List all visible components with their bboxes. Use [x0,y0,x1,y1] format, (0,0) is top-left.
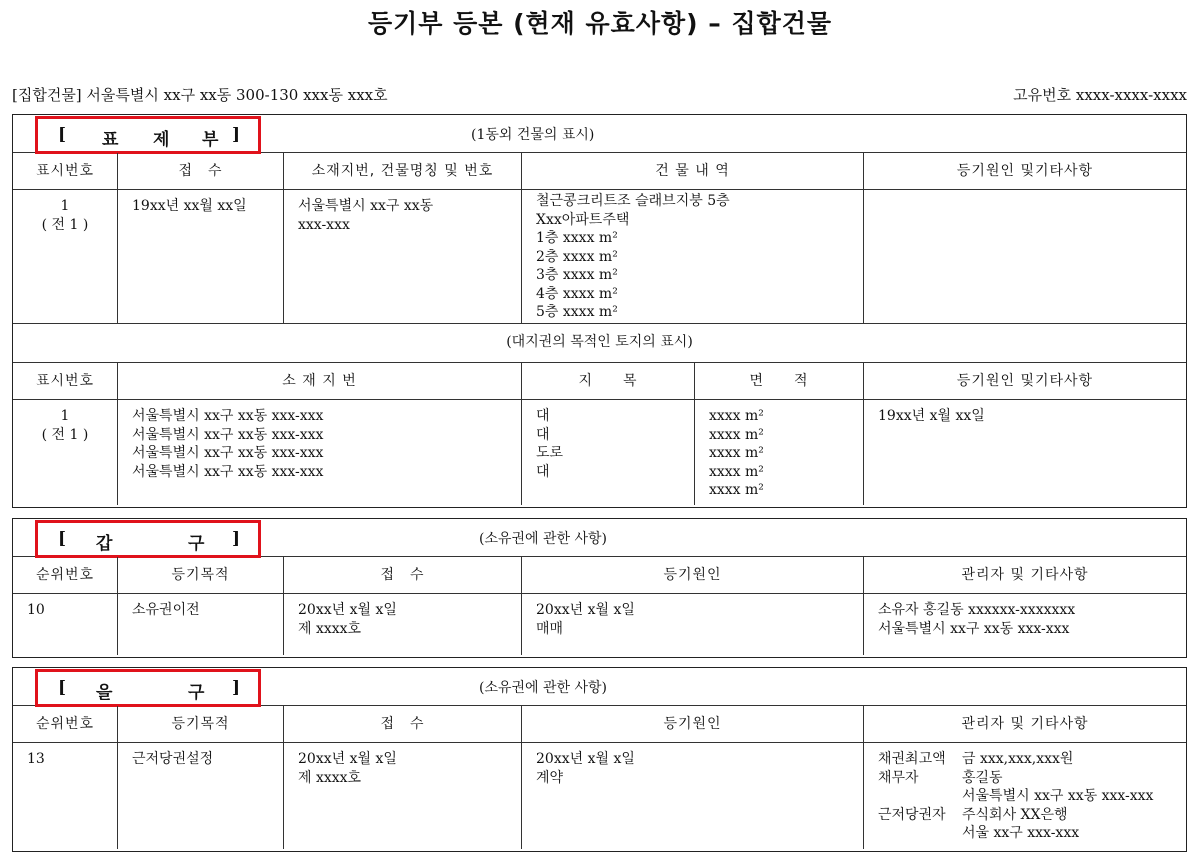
label-char: 을 [96,683,113,703]
label-char: 부 [202,130,219,150]
gapgu-section [12,518,1187,658]
land-location: 서울특별시 xx구 xx동 xxx-xxx [132,408,324,424]
label-bracket-open: [ [58,678,67,698]
land-cause-cell [864,400,1186,505]
owner-notes-cell [864,594,1186,655]
column-header: 등기원인 [522,557,864,593]
mortgage-note [878,750,1178,769]
column-header: 순위번호 [13,557,118,593]
building-detail: 2층 xxxx m² [536,248,618,265]
gapgu-row [13,594,1186,655]
label-bracket-open: [ [58,529,67,549]
reception-cell [284,594,522,655]
reception-date: 20xx년 x월 x일 [298,751,397,767]
column-header: 등기원인 및기타사항 [956,373,1094,389]
eulgu-row [13,743,1186,849]
registration-purpose: 소유권이전 [118,594,284,655]
owner-line: 소유자 홍길동 xxxxxx-xxxxxxx [878,602,1076,618]
display-number: 1 [60,198,70,214]
note-value: 서울 xx구 xxx-xxx [962,825,1080,841]
mortgage-note [878,787,1178,806]
column-header: 표시번호 [13,363,118,399]
reception-cell [284,743,522,849]
gapgu-label [35,520,261,558]
cause-date: 20xx년 x월 x일 [536,602,635,618]
column-header: 등기원인 및기타사항 [956,163,1094,179]
document-title: 등기부 등본 (현재 유효사항) – 집합건물 [367,9,833,38]
gapgu-column-header [13,557,1186,594]
rank-number: 13 [13,743,118,849]
building-detail: 철근콩크리트조 슬래브지붕 5층 [536,193,730,209]
column-header: 소 재 지 번 [118,363,522,399]
column-header: 등기원인 [522,706,864,742]
building-detail: Xxx아파트주택 [536,211,630,228]
column-header: 소재지번, 건물명칭 및 번호 [284,153,522,189]
column-header: 관리자 및 기타사항 [961,567,1089,583]
column-header: 지 목 [522,363,695,399]
unique-number: 고유번호 xxxx-xxxx-xxxx [1013,86,1187,104]
land-category-cell [522,400,695,505]
gapgu-header [13,519,1186,557]
label-bracket-close: ] [231,125,240,145]
column-header: 접 수 [284,557,522,593]
display-number-cell [13,190,118,323]
cause-type: 계약 [536,769,564,786]
land-category: 대 [536,463,550,480]
mortgage-note [878,806,1178,825]
registration-purpose: 근저당권설정 [118,743,284,849]
cause-date: 20xx년 x월 x일 [536,751,635,767]
label-char: 제 [153,130,170,150]
reception-number: 제 xxxx호 [298,769,362,786]
column-header: 등기목적 [118,557,284,593]
pyojebu-label [35,116,261,154]
pyojebu-header [13,115,1186,153]
note-key [878,824,962,843]
label-char: 구 [188,534,205,554]
label-bracket-open: [ [58,125,67,145]
eulgu-label [35,669,261,707]
owner-address: 서울특별시 xx구 xx동 xxx-xxx [878,620,1070,637]
display-number: 1 [60,408,70,424]
note-key: 채권최고액 [878,751,946,767]
land-description: (대지권의 목적인 토지의 표시) [13,324,1186,363]
land-category: 대 [536,408,550,424]
pyojebu-description: (1동외 건물의 표시) [471,127,595,143]
note-key [878,787,962,806]
land-area: xxxx m² [709,463,764,480]
reception-date: 20xx년 x월 x일 [298,602,397,618]
land-location: 서울특별시 xx구 xx동 xxx-xxx [132,426,324,443]
land-column-header [13,363,1186,400]
cause-type: 매매 [536,620,564,637]
building-detail: 4층 xxxx m² [536,285,618,302]
column-header: 건 물 내 역 [522,153,864,189]
column-header: 접 수 [284,706,522,742]
pyojebu-section [12,114,1187,508]
eulgu-header [13,668,1186,706]
land-location: 서울특별시 xx구 xx동 xxx-xxx [132,463,324,480]
cause-cell [522,594,864,655]
reception-cell [118,190,284,323]
building-detail: 5층 xxxx m² [536,304,618,320]
cause-cell [522,743,864,849]
label-char: 갑 [96,534,113,554]
land-area: xxxx m² [709,482,764,498]
display-number-note: ( 전 1 ) [41,426,89,443]
note-value: 주식회사 XX은행 [962,806,1068,823]
note-key: 근저당권자 [878,806,946,823]
display-number-note: ( 전 1 ) [41,216,89,233]
land-area: xxxx m² [709,445,764,461]
column-header: 표시번호 [13,153,118,189]
land-category: 대 [536,426,550,443]
eulgu-description: (소유권에 관한 사항) [479,680,608,696]
mortgage-note [878,769,1178,788]
note-value: 서울특별시 xx구 xx동 xxx-xxx [962,788,1154,804]
land-area: xxxx m² [709,408,764,424]
land-cause: 19xx년 x월 xx일 [878,408,985,424]
building-column-header [13,153,1186,190]
cause-cell [864,190,1186,323]
location-cell [284,190,522,323]
label-bracket-close: ] [231,678,240,698]
note-value: 금 xxx,xxx,xxx원 [962,751,1074,767]
mortgage-notes-cell [864,743,1186,849]
display-number-cell [13,400,118,505]
building-detail: 1층 xxxx m² [536,230,618,246]
land-area-cell [695,400,864,505]
location-line: 서울특별시 xx구 xx동 [298,198,434,214]
land-location: 서울특별시 xx구 xx동 xxx-xxx [132,445,324,461]
column-header: 관리자 및 기타사항 [961,716,1089,732]
building-detail: 3층 xxxx m² [536,267,618,283]
mortgage-note [878,824,1178,843]
property-address: [집합건물] 서울특별시 xx구 xx동 300-130 xxx동 xxx호 [12,86,388,104]
column-header: 순위번호 [13,706,118,742]
column-header: 접 수 [118,153,284,189]
building-details-cell [522,190,864,323]
label-char: 구 [188,683,205,703]
land-row [13,400,1186,505]
gapgu-description: (소유권에 관한 사항) [479,531,608,547]
note-value: 홍길동 [962,769,1003,786]
location-line: xxx-xxx [298,216,350,233]
label-bracket-close: ] [231,529,240,549]
reception-date: 19xx년 xx월 xx일 [132,198,247,214]
column-header: 등기목적 [118,706,284,742]
land-category: 도로 [536,445,564,461]
land-location-cell [118,400,522,505]
rank-number: 10 [13,594,118,655]
column-header: 면 적 [695,363,864,399]
building-row [13,190,1186,324]
reception-number: 제 xxxx호 [298,620,362,637]
eulgu-column-header [13,706,1186,743]
land-area: xxxx m² [709,426,764,443]
eulgu-section [12,667,1187,852]
label-char: 표 [102,130,119,150]
note-key: 채무자 [878,769,919,786]
